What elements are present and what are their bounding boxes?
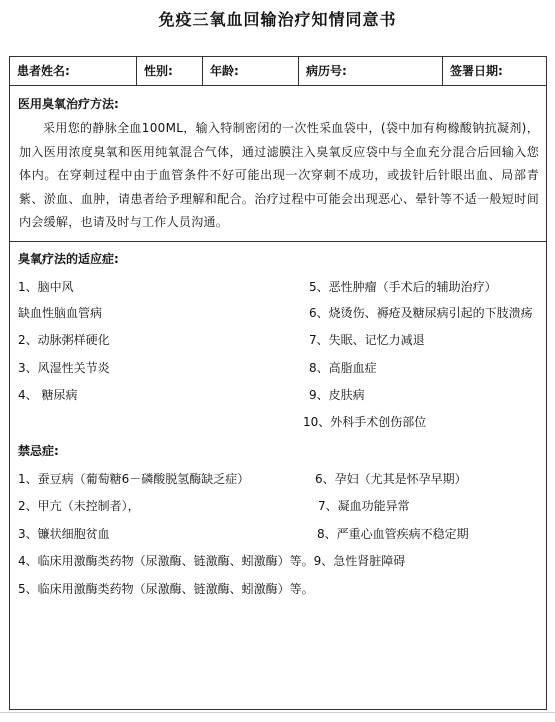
method-heading: 医用臭氧治疗方法: <box>18 97 119 111</box>
sign-date-field[interactable]: 签署日期: <box>450 64 503 78</box>
contraindications-heading: 禁忌症: <box>18 444 59 458</box>
indication-item: 5、恶性肿瘤（手术后的辅助治疗） <box>309 280 497 294</box>
patient-name-field[interactable]: 患者姓名: <box>10 57 137 85</box>
indication-item: 4、 糖尿病 <box>18 388 78 402</box>
contraindication-item: 6、孕妇（尤其是怀孕早期） <box>315 472 467 486</box>
contraindication-item: 2、甲亢（未控制者）， <box>18 499 140 513</box>
method-text: 采用您的静脉全血100ML，输入特制密闭的一次性采血袋中，(袋中加有枸橼酸钠抗凝剂)，加入医用浓度臭氧和医用纯氧混合气体，通过滤膜注入臭氧反应袋中与全血充分混合后回输入您体内。在穿刺过程中由于血管条件不好可能出现一次穿刺不成功，或拔针后针眼出血、局部青紫、淤血、血肿，请患者给予理解和配合。治疗过程中可能会出现恶心、晕针等不适一般短时间内会缓解，也请及时与工作人员沟通。 <box>19 121 539 229</box>
contraindication-item: 1、蚕豆病（葡萄糖6－磷酸脱氢酶缺乏症） <box>18 472 250 486</box>
contraindication-item: 5、临床用激酶类药物（尿激酶、链激酶、蚓激酶）等。 <box>18 582 314 596</box>
contraindication-item: 3、镰状细胞贫血 <box>18 527 110 541</box>
consent-form <box>9 56 547 710</box>
patient-info-row <box>10 57 546 86</box>
indication-item: 3、风湿性关节炎 <box>18 361 110 375</box>
contraindication-item: 4、临床用激酶类药物（尿激酶、链激酶、蚓激酶）等。9、急性肾脏障碍 <box>18 554 406 568</box>
record-number-field[interactable]: 病历号: <box>299 57 443 85</box>
document-title: 免疫三氧血回输治疗知情同意书 <box>158 10 397 29</box>
indication-item: 8、高脂血症 <box>309 361 377 375</box>
indication-item: 9、皮肤病 <box>309 388 365 402</box>
age-field[interactable]: 年龄: <box>203 57 299 85</box>
indication-item: 缺血性脑血管病 <box>18 306 103 320</box>
contraindication-item: 7、凝血功能异常 <box>318 499 410 513</box>
indications-heading: 臭氧疗法的适应症: <box>18 252 119 266</box>
indication-item: 7、失眠、记忆力减退 <box>309 333 425 347</box>
contraindication-item: 8、严重心血管疾病不稳定期 <box>317 527 469 541</box>
treatment-method-section <box>10 85 546 242</box>
gender-field[interactable]: 性别: <box>137 57 203 85</box>
page-bottom-rule <box>0 712 555 713</box>
indication-item: 1、脑中风 <box>18 280 74 294</box>
indications-section <box>10 242 546 711</box>
indication-item: 6、烧烫伤、褥疮及糖尿病引起的下肢溃疡 <box>309 306 533 320</box>
indication-item: 10、外科手术创伤部位 <box>303 415 427 429</box>
indication-item: 2、动脉粥样硬化 <box>18 333 110 347</box>
